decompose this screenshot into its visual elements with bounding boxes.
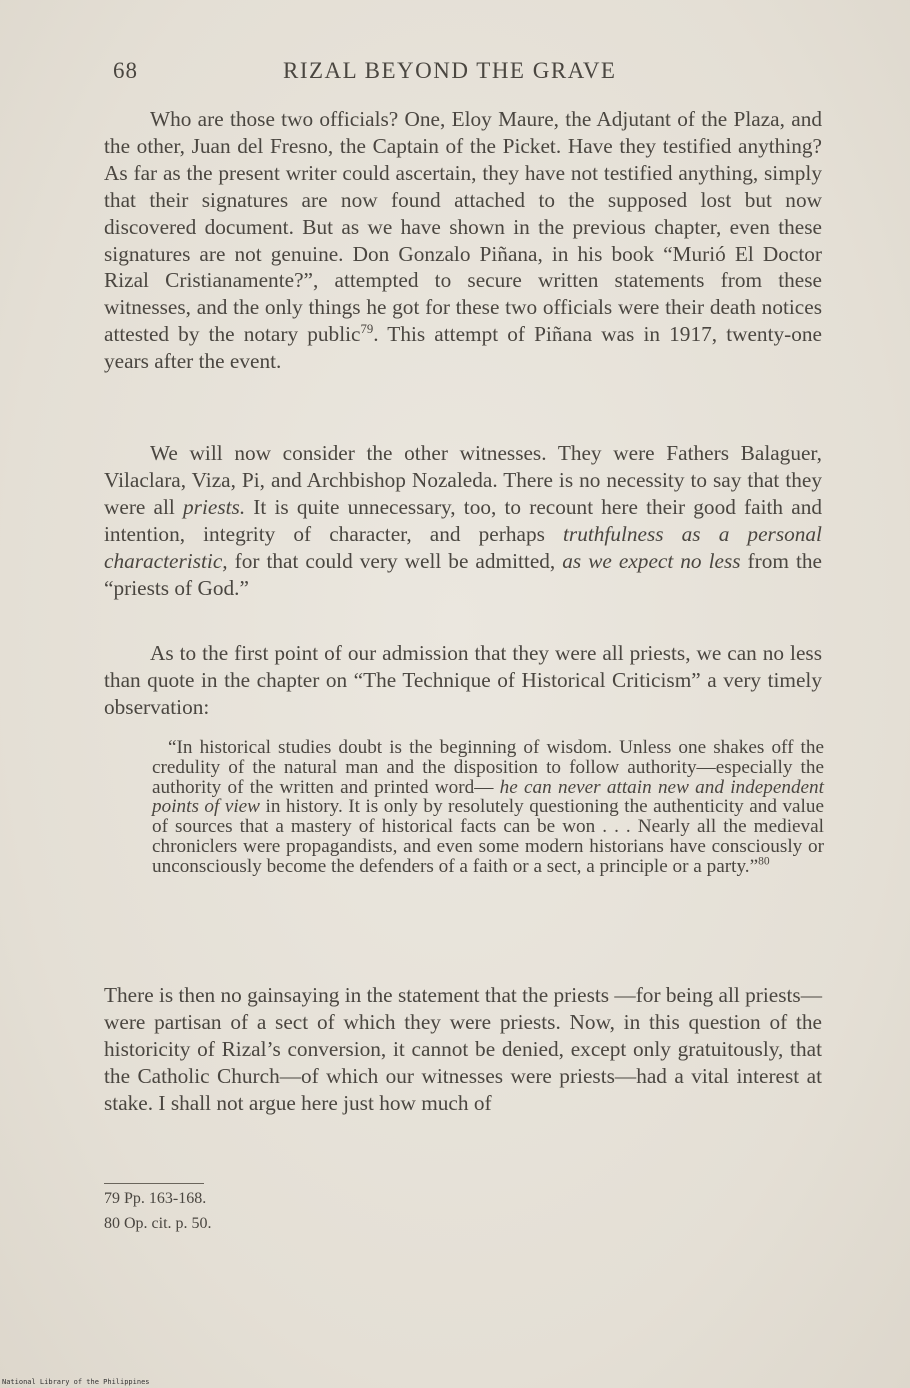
block-quote: [152, 738, 824, 877]
footnotes: [104, 1186, 504, 1236]
paragraph-text: Who are those two officials? One, Eloy Maure, the Adjutant of the Plaza, and the other, Juan del Fresno, the Captain of the Picket. Have they testified anything? As far as the present writer could ascertain, they have not testified anything, simply that their signatures are now found attached to the supposed lost but now discovered document. But as we have shown in the previous chapter, even these signatures are not genuine. Don Gonzalo Piñana, in his book “Murió El Doctor Rizal Cristianamente?”, attempted to secure written statements from these witnesses, and the only things he got for these two officials were their death notices attested by the notary public: [104, 107, 822, 347]
paragraph-text: for that could very well be admitted,: [227, 548, 563, 573]
footnote-ref-80: 80: [758, 855, 770, 868]
emphasis-text: truthfulness as a personal characteristic,: [104, 521, 822, 573]
quote-text: “In historical studies doubt is the beginning of wisdom. Unless one shakes off the credulity of the natural man and the disposition to follow authority—especially the authority of the written and printed word—: [152, 737, 824, 798]
emphasis-text: he can never attain new and independent points of view: [152, 776, 824, 818]
paragraph-officials: [104, 106, 822, 375]
footnote-divider: [104, 1183, 204, 1184]
paragraph-text: . This attempt of Piñana was in 1917, twenty-one years after the event.: [104, 322, 822, 374]
footnote-79: 79 Pp. 163-168.: [104, 1190, 207, 1207]
quote-text: in history. It is only by resolutely questioning the authenticity and value of sources that a mastery of historical facts can be won . . . Nearly all the medieval chroniclers were propagandists, and even some modern historians have consciously or unconsciously become the defenders of a faith or a sect, a principle or a party.”: [152, 796, 825, 877]
emphasis-text: priests.: [183, 494, 246, 519]
paragraph-witnesses: [104, 440, 822, 601]
paragraph-gainsaying: There is then no gainsaying in the statement that the priests —for being all priests—were partisan of a sect of which they were priests. Now, in this question of the historicity of Rizal’s conversion, it cannot be denied, except only gratuitously, that the Catholic Church—of which our witnesses were priests—had a vital interest at stake. I shall not argue here just how much of: [104, 983, 823, 1115]
footnote-80: 80 Op. cit. p. 50.: [104, 1215, 212, 1232]
paragraph-admission: As to the first point of our admission that they were all priests, we can no less than quote in the chapter on “The Technique of Historical Criticism” a very timely observation:: [104, 641, 822, 719]
emphasis-text: as we expect no less: [562, 548, 741, 573]
library-credit: National Library of the Philippines: [2, 1378, 150, 1386]
page-header: [113, 58, 713, 92]
footnote-ref-79: 79: [360, 322, 374, 337]
paragraph-text: from the “priests of God.”: [104, 548, 822, 600]
running-title: RIZAL BEYOND THE GRAVE: [283, 58, 617, 83]
page-number: 68: [113, 58, 138, 83]
paragraph-text: It is quite unnecessary, too, to recount here their good faith and intention, integrity of character, and perhaps: [104, 494, 822, 546]
paragraph-text: We will now consider the other witnesses. They were Fathers Balaguer, Vilaclara, Viza, Pi, and Archbishop Nozaleda. There is no necessity to say that they were all: [104, 441, 822, 519]
